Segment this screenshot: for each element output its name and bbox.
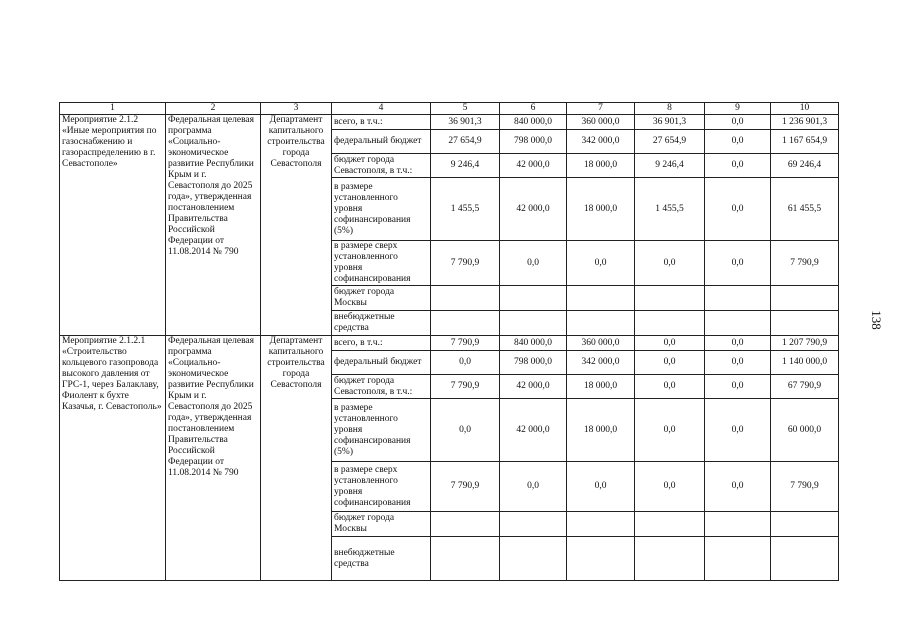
value-cell: 0,0 [705, 399, 771, 462]
value-cell: 7 790,9 [771, 462, 839, 512]
funding-source-cell: в размере установленного уровня софинансирования (5%) [332, 178, 431, 241]
value-cell: 61 455,5 [771, 178, 839, 241]
funding-source-cell: бюджет города Севастополя, в т.ч.: [332, 154, 431, 178]
value-cell [635, 311, 705, 336]
value-cell [771, 311, 839, 336]
value-cell: 69 246,4 [771, 154, 839, 178]
header-cell: 9 [705, 103, 771, 115]
value-cell: 42 000,0 [500, 154, 567, 178]
value-cell: 0,0 [635, 462, 705, 512]
value-cell [705, 537, 771, 581]
value-cell: 0,0 [705, 115, 771, 130]
value-cell [705, 311, 771, 336]
funding-source-cell: бюджет города Москвы [332, 286, 431, 311]
header-cell: 6 [500, 103, 567, 115]
value-cell: 18 000,0 [567, 154, 635, 178]
value-cell: 0,0 [705, 351, 771, 375]
value-cell [431, 286, 500, 311]
executor-cell: Департамент капитального строительства города Севастополя [261, 336, 332, 581]
value-cell: 1 236 901,3 [771, 115, 839, 130]
value-cell: 840 000,0 [500, 336, 567, 351]
funding-source-cell: внебюджетные средства [332, 311, 431, 336]
value-cell: 1 140 000,0 [771, 351, 839, 375]
header-cell: 4 [332, 103, 431, 115]
value-cell: 9 246,4 [635, 154, 705, 178]
value-cell: 0,0 [705, 375, 771, 399]
funding-source-cell: всего, в т.ч.: [332, 336, 431, 351]
program-cell: Федеральная целевая программа «Социально-экономическое развитие Республики Крым и г. Севастополя до 2025 года», утвержденная постановлением Правительства Российской Федерации от 11.08.2014 № 790 [166, 336, 261, 581]
value-cell [500, 512, 567, 537]
header-cell: 1 [60, 103, 166, 115]
value-cell: 1 167 654,9 [771, 130, 839, 154]
value-cell: 798 000,0 [500, 130, 567, 154]
value-cell [705, 512, 771, 537]
value-cell [635, 537, 705, 581]
value-cell: 7 790,9 [431, 241, 500, 286]
funding-source-cell: бюджет города Севастополя, в т.ч.: [332, 375, 431, 399]
value-cell: 7 790,9 [431, 462, 500, 512]
value-cell: 67 790,9 [771, 375, 839, 399]
funding-source-cell: в размере сверх установленного уровня софинансирования [332, 241, 431, 286]
value-cell: 0,0 [705, 154, 771, 178]
value-cell: 0,0 [635, 351, 705, 375]
value-cell: 1 455,5 [635, 178, 705, 241]
value-cell: 7 790,9 [431, 375, 500, 399]
value-cell: 0,0 [635, 336, 705, 351]
header-cell: 2 [166, 103, 261, 115]
program-cell: Федеральная целевая программа «Социально-экономическое развитие Республики Крым и г. Севастополя до 2025 года», утвержденная постановлением Правительства Российской Федерации от 11.08.2014 № 790 [166, 115, 261, 336]
value-cell: 798 000,0 [500, 351, 567, 375]
value-cell [567, 537, 635, 581]
value-cell [771, 512, 839, 537]
value-cell [431, 311, 500, 336]
header-cell: 7 [567, 103, 635, 115]
value-cell: 0,0 [705, 462, 771, 512]
value-cell: 0,0 [500, 241, 567, 286]
value-cell: 360 000,0 [567, 336, 635, 351]
value-cell: 0,0 [705, 130, 771, 154]
value-cell: 0,0 [635, 375, 705, 399]
value-cell [500, 286, 567, 311]
value-cell [567, 311, 635, 336]
funding-source-cell: в размере установленного уровня софинансирования (5%) [332, 399, 431, 462]
value-cell: 36 901,3 [431, 115, 500, 130]
header-cell: 3 [261, 103, 332, 115]
value-cell: 27 654,9 [635, 130, 705, 154]
value-cell [567, 286, 635, 311]
value-cell: 7 790,9 [431, 336, 500, 351]
funding-source-cell: в размере сверх установленного уровня софинансирования [332, 462, 431, 512]
table-row [60, 336, 839, 351]
value-cell: 36 901,3 [635, 115, 705, 130]
funding-source-cell: федеральный бюджет [332, 351, 431, 375]
value-cell: 18 000,0 [567, 178, 635, 241]
value-cell: 0,0 [431, 351, 500, 375]
value-cell: 0,0 [705, 336, 771, 351]
value-cell: 0,0 [567, 462, 635, 512]
value-cell [771, 537, 839, 581]
value-cell: 60 000,0 [771, 399, 839, 462]
value-cell: 840 000,0 [500, 115, 567, 130]
value-cell: 342 000,0 [567, 130, 635, 154]
value-cell: 1 207 790,9 [771, 336, 839, 351]
value-cell: 360 000,0 [567, 115, 635, 130]
value-cell: 9 246,4 [431, 154, 500, 178]
header-cell: 8 [635, 103, 705, 115]
value-cell: 342 000,0 [567, 351, 635, 375]
event-cell: Мероприятие 2.1.2 «Иные мероприятия по газоснабжению и газораспределению в г. Севастополе» [60, 115, 166, 336]
header-cell: 10 [771, 103, 839, 115]
value-cell: 18 000,0 [567, 375, 635, 399]
funding-source-cell: федеральный бюджет [332, 130, 431, 154]
value-cell [431, 537, 500, 581]
value-cell: 0,0 [635, 399, 705, 462]
page-number: 138 [869, 310, 884, 330]
header-cell: 5 [431, 103, 500, 115]
value-cell: 42 000,0 [500, 399, 567, 462]
value-cell [500, 537, 567, 581]
value-cell: 27 654,9 [431, 130, 500, 154]
funding-source-cell: внебюджетные средства [332, 537, 431, 581]
value-cell [431, 512, 500, 537]
value-cell [567, 512, 635, 537]
value-cell [771, 286, 839, 311]
value-cell [705, 286, 771, 311]
funding-source-cell: всего, в т.ч.: [332, 115, 431, 130]
value-cell [635, 286, 705, 311]
funding-source-cell: бюджет города Москвы [332, 512, 431, 537]
budget-table [59, 102, 839, 581]
value-cell: 18 000,0 [567, 399, 635, 462]
table-row [60, 115, 839, 130]
value-cell: 0,0 [635, 241, 705, 286]
value-cell: 42 000,0 [500, 178, 567, 241]
value-cell: 0,0 [431, 399, 500, 462]
value-cell: 42 000,0 [500, 375, 567, 399]
value-cell: 0,0 [500, 462, 567, 512]
value-cell: 1 455,5 [431, 178, 500, 241]
value-cell: 0,0 [705, 178, 771, 241]
value-cell: 0,0 [705, 241, 771, 286]
value-cell: 0,0 [567, 241, 635, 286]
value-cell: 7 790,9 [771, 241, 839, 286]
value-cell [500, 311, 567, 336]
header-row [60, 103, 839, 115]
event-cell: Мероприятие 2.1.2.1 «Строительство кольцевого газопровода высокого давления от ГРС-1, через Балаклаву, Фиолент к бухте Казачья, г. Севастополь» [60, 336, 166, 581]
value-cell [635, 512, 705, 537]
executor-cell: Департамент капитального строительства города Севастополя [261, 115, 332, 336]
